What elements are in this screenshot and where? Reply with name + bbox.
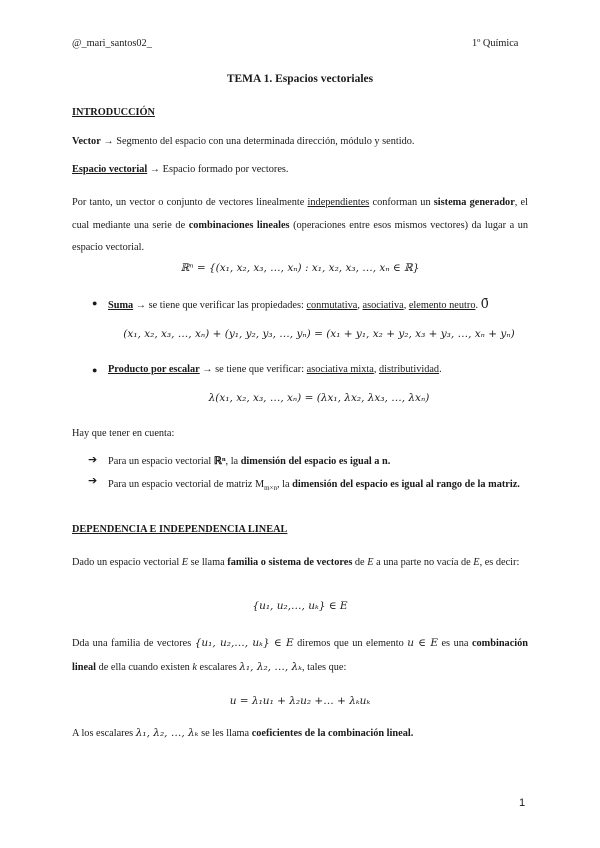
arrow2-bold: dimensión del espacio es igual al rango de la matriz. <box>292 479 520 490</box>
dado-text: , es decir: <box>479 557 520 568</box>
vector-def: → Segmento del espacio con una determinada dirección, módulo y sentido. <box>100 136 415 147</box>
suma-line: Suma → se tiene que verificar las propiedades: conmutativa, asociativa, elemento neutro. 0̄ <box>108 297 489 312</box>
formula-producto: λ(x₁, x₂, x₃, …, xₙ) = (λx₁, λx₂, λx₃, …, λxₙ) <box>208 392 430 404</box>
arrow1-rn: ℝⁿ <box>213 456 226 467</box>
suma-term: Suma <box>108 300 134 311</box>
dda-text: de ella cuando existen <box>96 661 193 673</box>
espacio-def: → Espacio formado por vectores. <box>147 164 289 175</box>
dado-e: E <box>181 557 189 568</box>
dda-set: {u₁, u₂,…, uₖ} ∈ E <box>194 637 294 649</box>
dda-k: k <box>192 661 197 673</box>
escalares-line <box>72 727 413 739</box>
para-text: , el cual mediante una serie de <box>72 197 528 231</box>
dda-paragraph <box>72 632 528 679</box>
header-author: @_mari_santos02_ <box>72 38 152 49</box>
page-number: 1 <box>519 797 526 809</box>
dado-text: a una parte no vacía de <box>373 557 474 568</box>
dado-text: se llama <box>188 557 228 568</box>
dda-text: es una <box>437 638 472 649</box>
zero-vector: 0̄ <box>480 297 489 312</box>
vector-definition <box>72 136 414 147</box>
intro-paragraph <box>72 192 528 260</box>
dado-text: Dado un espacio vectorial <box>72 557 182 568</box>
arrow2-text2: , la <box>277 479 293 490</box>
dda-lambdas: λ₁, λ₂, …, λₖ <box>239 660 303 673</box>
arrow2-sub: m×n <box>264 484 278 492</box>
dado-e: E <box>473 557 480 568</box>
arrow1-bold: dimensión del espacio es igual a n. <box>240 456 391 467</box>
formula-family: {u₁, u₂,…, uₖ} ∈ E <box>252 600 348 612</box>
escalares-text: A los escalares <box>72 728 136 739</box>
dda-text: , tales que: <box>302 661 347 673</box>
section-heading-dependencia: DEPENDENCIA E INDEPENDENCIA LINEAL <box>72 524 288 535</box>
escalares-text: se les llama <box>198 728 252 739</box>
formula-combination: u = λ₁u₁ + λ₂u₂ +… + λₖuₖ <box>229 695 371 707</box>
dda-text: diremos que un elemento <box>293 638 408 649</box>
arrow1-text2: , la <box>225 456 241 467</box>
arrow-right-icon: ➔ <box>88 453 98 466</box>
para-text: (operaciones entre esos mismos vectores) da lugar a un espacio vectorial. <box>72 219 528 253</box>
para-underline: independientes <box>307 197 370 208</box>
dado-text: de <box>352 557 368 568</box>
suma-prop: conmutativa <box>306 300 358 311</box>
dda-bold: combinación lineal <box>72 638 529 673</box>
suma-prop: asociativa <box>362 300 404 311</box>
espacio-definition <box>72 164 288 175</box>
arrow2-line <box>108 474 528 496</box>
header-course: 1º Química <box>472 38 519 49</box>
tener-cuenta: Hay que tener en cuenta: <box>72 428 175 439</box>
bullet-suma: ● <box>92 298 98 308</box>
dado-paragraph <box>72 552 528 575</box>
formula-suma: (x₁, x₂, x₃, …, xₙ) + (y₁, y₂, y₃, …, yₙ) = (x₁ + y₁, x₂ + y₂, x₃ + y₃, …, xₙ + yₙ) <box>123 328 515 340</box>
arrow-right-icon: ➔ <box>88 474 98 487</box>
arrow1-text: Para un espacio vectorial <box>108 456 214 467</box>
dado-e: E <box>367 557 374 568</box>
escalares-lambdas: λ₁, λ₂, …, λₖ <box>135 727 199 739</box>
vector-term: Vector <box>72 136 101 147</box>
dda-element: u ∈ E <box>407 637 438 649</box>
arrow1-line <box>108 455 390 467</box>
para-text: Por tanto, un vector o conjunto de vectores linealmente <box>72 197 308 208</box>
producto-prop: asociativa mixta <box>306 364 374 375</box>
arrow2-text: Para un espacio vectorial de matriz M <box>108 479 265 490</box>
section-heading-intro: INTRODUCCIÓN <box>72 107 155 118</box>
para-bold: combinaciones lineales <box>188 219 290 231</box>
bullet-producto: ● <box>92 365 98 375</box>
espacio-term: Espacio vectorial <box>72 164 148 175</box>
dda-text: escalares <box>196 661 240 673</box>
escalares-bold: coeficientes de la combinación lineal. <box>251 728 414 739</box>
suma-prop: elemento neutro <box>408 300 476 311</box>
producto-term: Producto por escalar <box>108 364 200 375</box>
page-title: TEMA 1. Espacios vectoriales <box>226 73 374 85</box>
dda-text: Dda una familia de vectores <box>72 638 195 649</box>
para-bold: sistema generador <box>433 197 515 208</box>
dado-bold: familia o sistema de vectores <box>227 557 353 568</box>
suma-text: → se tiene que verificar las propiedades: <box>133 300 307 311</box>
producto-prop: distributividad <box>379 364 440 375</box>
para-text: conforman un <box>369 197 434 208</box>
producto-text: → se tiene que verificar: <box>199 364 307 375</box>
formula-rn: ℝⁿ = {(x₁, x₂, x₃, …, xₙ) : x₁, x₂, x₃, …, xₙ ∈ ℝ} <box>180 262 420 274</box>
producto-line: Producto por escalar → se tiene que verificar: asociativa mixta, distributividad. <box>108 364 442 375</box>
